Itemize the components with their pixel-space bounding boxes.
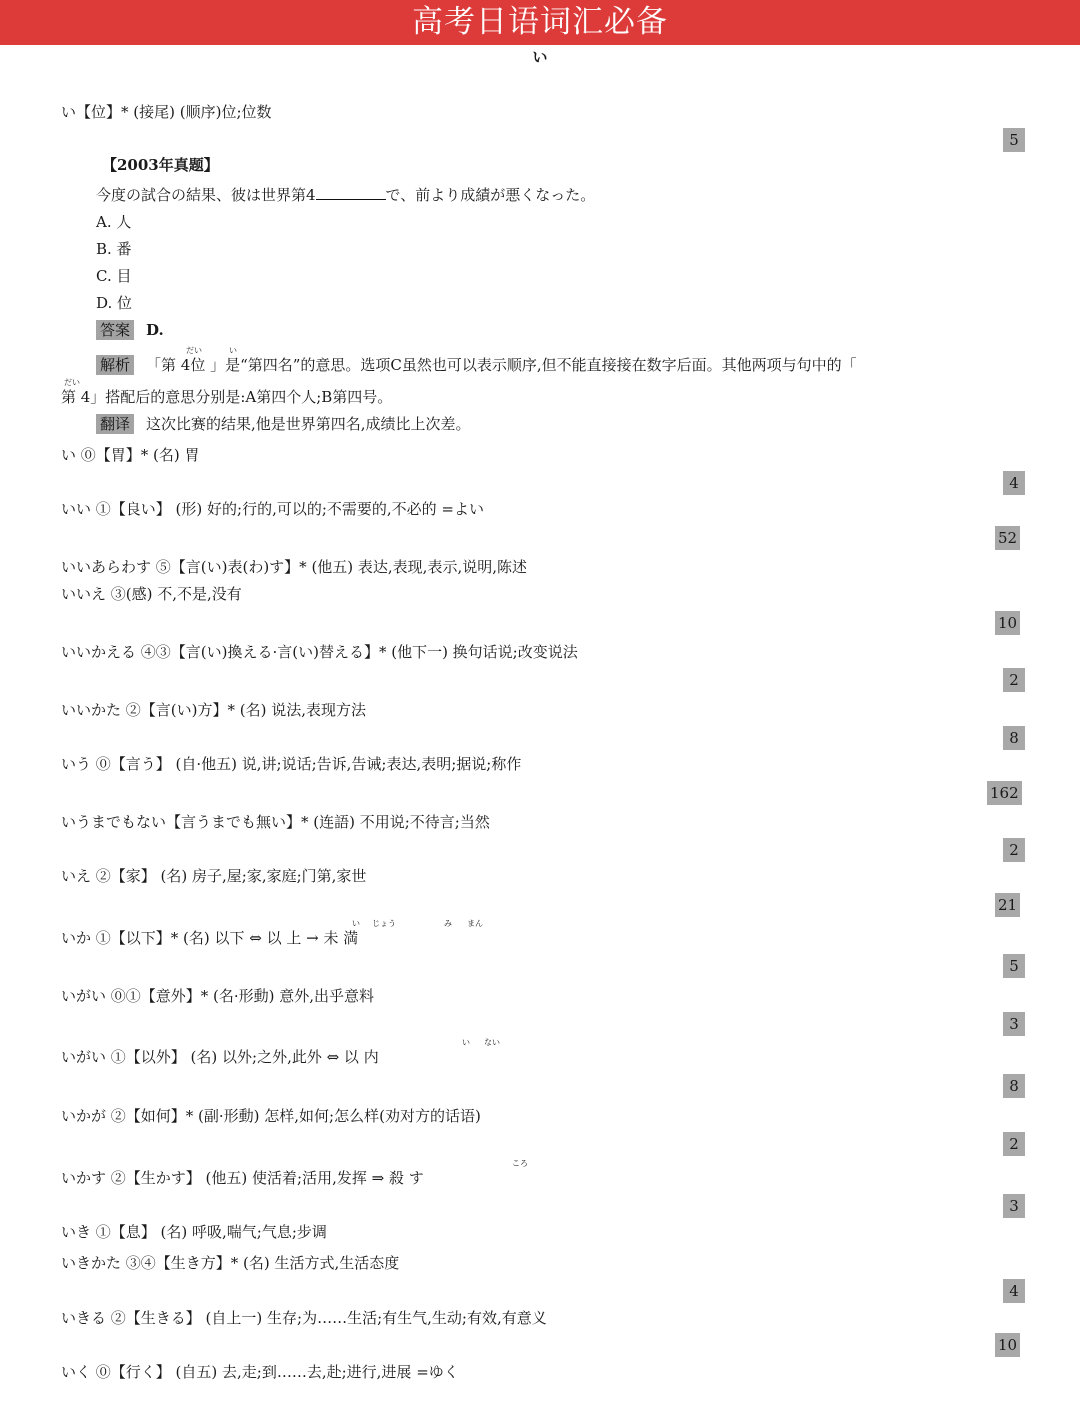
vocab-entry: い ⓪【胃】* (名) 胃 xyxy=(61,446,200,464)
answer-row xyxy=(96,320,164,340)
analysis-line-1: 「第 4位 」是“第四名”的意思。选项C虽然也可以表示顺序,但不能直接接在数字后面。其他两项与句中的「 xyxy=(146,356,857,374)
frequency-badge: 3 xyxy=(1003,1012,1025,1036)
vocab-entry: いかす ②【生かす】 (他五) 使活着;活用,发挥 ⇒ 殺 す xyxy=(61,1169,424,1187)
ruby-inai-nai: ない xyxy=(484,1038,500,1047)
option-a: A. 人 xyxy=(96,213,132,231)
page-title: 高考日语词汇必备 xyxy=(412,4,668,40)
answer-label: 答案 xyxy=(96,320,134,340)
section-heading: い xyxy=(532,48,548,66)
frequency-badge: 52 xyxy=(995,526,1020,550)
translation-text: 这次比赛的结果,他是世界第四名,成绩比上次差。 xyxy=(146,415,471,433)
vocab-entry: いき ①【息】 (名) 呼吸,喘气;气息;步调 xyxy=(61,1223,327,1241)
frequency-badge: 162 xyxy=(987,781,1022,805)
frequency-badge: 5 xyxy=(1003,954,1025,978)
ruby-dai-2: だい xyxy=(64,378,80,387)
ruby-ijou-jou: じょう xyxy=(372,919,396,928)
vocab-entry: いいえ ③(感) 不,不是,没有 xyxy=(61,585,242,603)
ruby-dai: だい xyxy=(186,346,202,355)
answer-blank xyxy=(316,185,386,200)
translation-row xyxy=(96,414,471,434)
exam-question xyxy=(96,185,595,205)
vocab-entry: い【位】* (接尾) (顺序)位;位数 xyxy=(61,103,272,121)
frequency-badge: 4 xyxy=(1003,471,1025,495)
analysis-label: 解析 xyxy=(96,355,134,375)
ruby-ijou-i: い xyxy=(352,919,360,928)
option-c: C. 目 xyxy=(96,267,132,285)
vocab-entry: いがい ⓪①【意外】* (名·形動) 意外,出乎意料 xyxy=(61,987,375,1005)
analysis-line-2: 第 4」搭配后的意思分别是:A第四个人;B第四号。 xyxy=(61,388,393,406)
frequency-badge: 8 xyxy=(1003,1074,1025,1098)
ruby-inai-i: い xyxy=(462,1038,470,1047)
frequency-badge: 10 xyxy=(995,1333,1020,1357)
vocab-entry: いい ①【良い】 (形) 好的;行的,可以的;不需要的,不必的 =よい xyxy=(61,500,484,518)
frequency-badge: 2 xyxy=(1003,838,1025,862)
vocab-entry: いう ⓪【言う】 (自·他五) 说,讲;说话;告诉,告诫;表达,表明;据说;称作 xyxy=(61,755,522,773)
frequency-badge: 2 xyxy=(1003,1132,1025,1156)
answer-value: D. xyxy=(146,321,164,339)
frequency-badge: 5 xyxy=(1003,128,1025,152)
option-b: B. 番 xyxy=(96,240,132,258)
vocab-entry: いいかた ②【言(い)方】* (名) 说法,表现方法 xyxy=(61,701,366,719)
ruby-korosu: ころ xyxy=(512,1159,528,1168)
ruby-i: い xyxy=(229,346,237,355)
frequency-badge: 8 xyxy=(1003,726,1025,750)
vocab-entry: いかが ②【如何】* (副·形動) 怎样,如何;怎么样(劝对方的话语) xyxy=(61,1107,481,1125)
ruby-miman-mi: み xyxy=(444,919,452,928)
vocab-entry: いいかえる ④③【言(い)換える·言(い)替える】* (他下一) 换句话说;改变说法 xyxy=(61,643,578,661)
frequency-badge: 4 xyxy=(1003,1279,1025,1303)
vocab-entry: いがい ①【以外】 (名) 以外;之外,此外 ⇔ 以 内 xyxy=(61,1048,379,1066)
vocab-entry: いく ⓪【行く】 (自五) 去,走;到……去,赴;进行,进展 =ゆく xyxy=(61,1363,459,1381)
exam-title: 【2003年真题】 xyxy=(102,156,219,174)
frequency-badge: 2 xyxy=(1003,668,1025,692)
vocab-entry: いいあらわす ⑤【言(い)表(わ)す】* (他五) 表达,表现,表示,说明,陈述 xyxy=(61,558,527,576)
question-text-before: 今度の試合の結果、彼は世界第4 xyxy=(96,186,316,204)
option-d: D. 位 xyxy=(96,294,133,312)
vocab-entry: いきる ②【生きる】 (自上一) 生存;为……生活;有生气,生动;有效,有意义 xyxy=(61,1309,547,1327)
vocab-entry: いえ ②【家】 (名) 房子,屋;家,家庭;门第,家世 xyxy=(61,867,367,885)
header-banner xyxy=(0,0,1080,45)
vocab-entry: いか ①【以下】* (名) 以下 ⇔ 以 上 → 未 満 xyxy=(61,929,359,947)
frequency-badge: 10 xyxy=(995,611,1020,635)
frequency-badge: 21 xyxy=(995,893,1020,917)
question-text-after: で、前より成績が悪くなった。 xyxy=(385,186,596,204)
vocab-entry: いうまでもない【言うまでも無い】* (连語) 不用说;不待言;当然 xyxy=(61,813,490,831)
vocab-entry: いきかた ③④【生き方】* (名) 生活方式,生活态度 xyxy=(61,1254,400,1272)
translation-label: 翻译 xyxy=(96,414,134,434)
ruby-miman-man: まん xyxy=(467,919,483,928)
analysis-row xyxy=(96,355,857,375)
frequency-badge: 3 xyxy=(1003,1194,1025,1218)
